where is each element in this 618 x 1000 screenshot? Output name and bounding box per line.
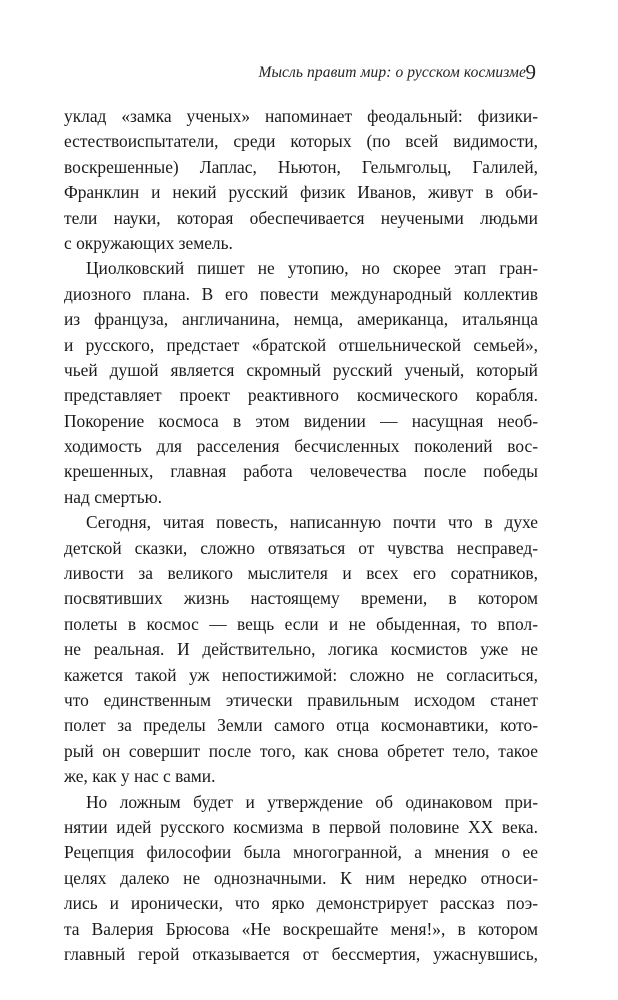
paragraph <box>64 790 538 968</box>
text-line: уклад «замка ученых» напоминает феодальный: физики- <box>64 106 538 126</box>
text-line: воскрешенные) Лаплас, Ньютон, Гельмгольц, Галилей, <box>64 156 538 177</box>
text-line: с окружающих земель. <box>64 232 233 253</box>
text-line: рый он совершит после того, как снова обретет тело, такое <box>64 740 538 761</box>
text-line: чьей душой является скромный русский ученый, который <box>64 359 538 380</box>
text-line: посвятивших жизнь настоящему времени, в котором <box>64 588 538 609</box>
text-line: полеты в космос — вещь если и не обыденная, то впол- <box>64 613 538 634</box>
paragraph <box>64 256 538 510</box>
text-line: и русского, предстает «братской отшельнической семьей», <box>64 334 538 355</box>
text-line: та Валерия Брюсова «Не воскрешайте меня!», в котором <box>64 918 538 939</box>
text-line: представляет проект реактивного космического корабля. <box>64 385 538 406</box>
text-line: естествоиспытатели, среди которых (по всей видимости, <box>64 131 538 152</box>
text-line: кажется такой уж непостижимой: сложно не согласиться, <box>64 664 538 685</box>
text-line: из француза, англичанина, немца, американца, итальянца <box>64 309 538 330</box>
text-line: диозного плана. В его повести международный коллектив <box>64 283 538 304</box>
text-line: Циолковский пишет не утопию, но скорее этап гран- <box>86 258 538 279</box>
text-line: Сегодня, читая повесть, написанную почти что в духе <box>86 512 538 533</box>
running-title: Мысль правит мир: о русском космизме <box>258 64 526 81</box>
text-line: же, как у нас с вами. <box>64 766 216 787</box>
text-line: Франклин и некий русский физик Иванов, живут в оби- <box>64 182 538 203</box>
text-line: детской сказки, сложно отвязаться от чувства несправед- <box>64 537 538 558</box>
text-line: нятии идей русского космизма в первой половине XX века. <box>64 816 538 837</box>
text-line: целях далеко не однозначными. К ним нередко относи- <box>64 867 538 888</box>
text-line: не реальная. И действительно, логика космистов уже не <box>64 639 538 660</box>
body-text <box>64 104 538 967</box>
text-line: над смертью. <box>64 486 163 507</box>
text-line: ходимость для расселения бесчисленных поколений вос- <box>64 436 538 457</box>
text-line: что единственным этически правильным исходом станет <box>64 689 538 710</box>
text-line: Рецепция философии была многогранной, а мнения о ее <box>64 842 538 863</box>
paragraph <box>64 510 538 789</box>
text-line: Покорение космоса в этом видении — насущная необ- <box>64 410 538 431</box>
text-line: полет за пределы Земли самого отца космонавтики, кото- <box>64 715 538 736</box>
text-line: крешенных, главная работа человечества после победы <box>64 461 538 482</box>
text-line: Но ложным будет и утверждение об одинаковом при- <box>86 791 538 812</box>
text-line: лись и иронически, что ярко демонстрирует рассказ поэ- <box>64 893 538 914</box>
text-line: главный герой отказывается от бессмертия, ужаснувшись, <box>64 943 538 964</box>
text-line: ливости за великого мыслителя и всех его соратников, <box>64 563 538 584</box>
text-line: тели науки, которая обеспечивается неучеными людьми <box>64 207 538 228</box>
paragraph <box>64 104 538 256</box>
page-number: 9 <box>525 60 536 84</box>
